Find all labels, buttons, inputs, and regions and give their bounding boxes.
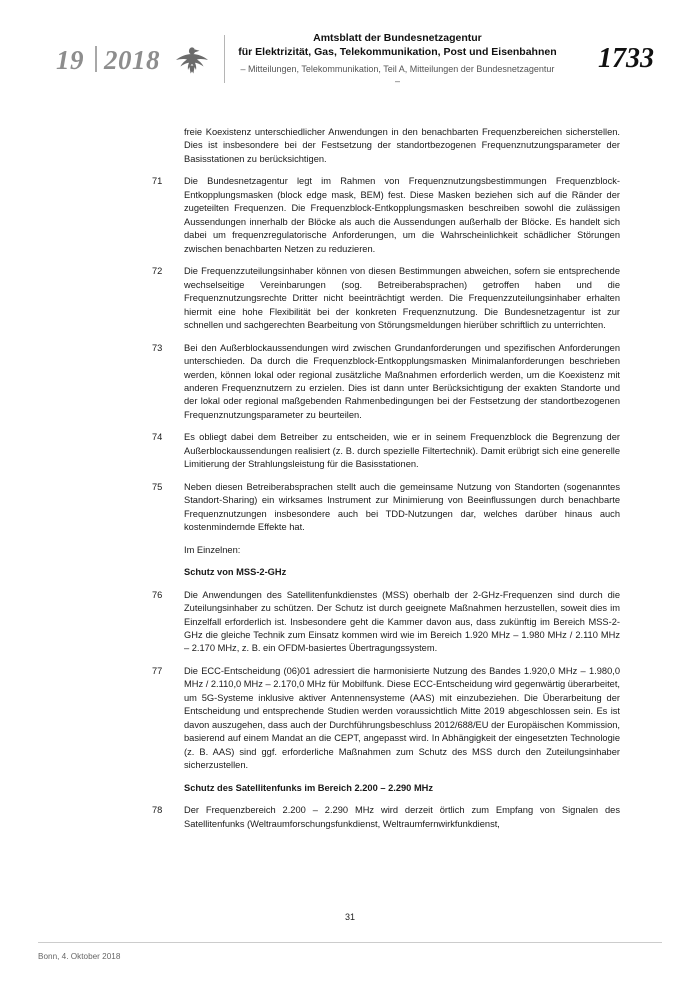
issue-separator	[95, 46, 97, 72]
numbered-paragraph	[152, 481, 620, 535]
paragraph-text: Der Frequenzbereich 2.200 – 2.290 MHz wird derzeit örtlich zum Empfang von Signalen des Satellitenfunks (Weltraumforschungsfunkdienst, Weltraumfernwirkfunkdienst,	[184, 805, 620, 829]
paragraph-number: 71	[152, 176, 163, 187]
numbered-paragraph	[152, 589, 620, 656]
paragraph-number: 74	[152, 432, 163, 443]
numbered-paragraph	[152, 342, 620, 423]
issue-year: 2018	[103, 44, 160, 75]
paragraph-text: Neben diesen Betreiberabsprachen stellt auch die gemeinsame Nutzung von Standorten (sogenanntes Standort-Sharing) ein wirksames Instrument zur Minimierung von Beeinflussungen durch benachbarte Frequenznutzungen insbesondere auch bei TDD-Nutzungen dar, welches darüber hinaus auch kostenmindernde Effekte hat.	[184, 481, 620, 533]
paragraph-number: 76	[152, 589, 163, 600]
paragraph-text: Die Frequenzzuteilungsinhaber können von diesen Bestimmungen abweichen, sofern sie entsprechende wechselseitige Vereinbarungen (sog. Betreiberabsprachen) getroffen haben und die Frequenznutzungsrechte Dritter nicht beeinträchtigt werden. Die Frequenzzuteilungsinhaber erhalten hiermit eine hohe Flexibilität bei der konkreten Frequenznutzung. Die Bundesnetzagentur ist zur schnellen und sachgerechten Bearbeitung von Störungsmeldungen hierüber schriftlich zu unterrichten.	[184, 266, 620, 331]
paragraph-text: Die Bundesnetzagentur legt im Rahmen von Frequenznutzungsbestimmungen Frequenzblock-Entkopplungsmasken (block edge mask, BEM) fest. Diese Masken beziehen sich auf die Ränder der zugeteilten Frequenzen. Die Frequenzblock-Entkopplungsmasken beschreiben sowohl die zulässigen Aussendungen innerhalb der Blöcke als auch die Aussendungen außerhalb der Blöcke. Es handelt sich dabei um frequenzregulatorische Anforderungen, um die Wahrscheinlichkeit schädlicher Störungen zwischen benachbarten Netzen zu reduzieren.	[184, 176, 620, 254]
paragraph-text: Es obliegt dabei dem Betreiber zu entscheiden, wie er in seinem Frequenzblock die Begrenzung der Außerblockaussendungen realisiert (z. B. durch spezielle Filtertechnik). Damit erübrigt sich eine generelle Limitierung der Strahlungsleistung für die Basisstationen.	[184, 432, 620, 470]
masthead-subtitle: – Mitteilungen, Telekommunikation, Teil A, Mitteilungen der Bundesnetzagentur –	[240, 63, 555, 86]
section-heading-mss: Schutz von MSS-2-GHz	[184, 567, 287, 578]
footer-place-date: Bonn, 4. Oktober 2018	[38, 952, 121, 961]
document-body	[152, 126, 620, 840]
paragraph-number: 78	[152, 805, 163, 816]
paragraph-text: Bei den Außerblockaussendungen wird zwischen Grundanforderungen und spezifischen Anforderungen unterschieden. Da durch die Frequenzblock-Entkopplungsmasken Minimalanforderungen beschrieben werden, können lokal oder regional zusätzliche Maßnahmen erforderlich werden, um die Koexistenz mit anderen Frequenznutzern zu erzielen. Dies ist dann unter Berücksichtigung der exakten Standorte und der lokal oder regional maßgebenden Rahmenbedingungen bei der Festsetzung der standortbezogenen Frequenznutzungsparameter zu beurteilen.	[184, 342, 620, 420]
numbered-paragraph	[152, 431, 620, 471]
masthead-title-line-1: Amtsblatt der Bundesnetzagentur	[313, 32, 482, 45]
paragraph-number: 75	[152, 481, 163, 492]
masthead-title-line-2: für Elektrizität, Gas, Telekommunikation, Post und Eisenbahnen	[238, 46, 557, 59]
header-titles	[237, 31, 558, 87]
footer-divider	[38, 942, 662, 943]
continuation-paragraph: freie Koexistenz unterschiedlicher Anwendungen in den benachbarten Frequenzbereichen sicherstellen. Dies ist insbesondere bei der Festsetzung der standortbezogenen Frequenznutzungsparameter der Basisstationen zu berücksichtigen.	[184, 127, 620, 164]
federal-eagle-icon	[170, 37, 214, 81]
numbered-paragraph	[152, 265, 620, 332]
inline-lead-in: Im Einzelnen:	[184, 544, 241, 555]
page-header	[52, 30, 654, 88]
numbered-paragraph	[152, 665, 620, 773]
paragraph-number: 72	[152, 266, 163, 277]
numbered-paragraph	[152, 804, 620, 831]
footer-page-number: 31	[344, 912, 355, 922]
paragraph-number: 73	[152, 342, 163, 353]
section-heading-satellite: Schutz des Satellitenfunks im Bereich 2.200 – 2.290 MHz	[184, 782, 434, 793]
header-divider	[224, 35, 225, 83]
header-page-number: 1733	[598, 43, 654, 74]
numbered-paragraph	[152, 175, 620, 256]
paragraph-text: Die Anwendungen des Satellitenfunkdienstes (MSS) oberhalb der 2-GHz-Frequenzen sind durch die Zuteilungsinhaber zu schützen. Der Schutz ist durch geeignete Maßnahmen herzustellen, soweit dies im Einzelfall erforderlich ist. Insbesondere geht die Kammer davon aus, dass zukünftig im Bereich MSS-2-GHz die gleiche Technik zum Einsatz kommen wird wie im Bereich 1.920 MHz – 1.980 MHz / 2.110 MHz – 2.170 MHz, z. B. ein OFDM-basiertes Übertragungssystem.	[184, 589, 620, 654]
issue-number: 19	[55, 44, 84, 75]
paragraph-number: 77	[152, 665, 163, 676]
paragraph-text: Die ECC-Entscheidung (06)01 adressiert die harmonisierte Nutzung des Bandes 1.920,0 MHz – 1.980,0 MHz / 2.110,0 MHz – 2.170,0 MHz für Mobilfunk. Diese ECC-Entscheidung wird gegenwärtig überarbeitet, um 5G-Systeme inklusive aktiver Antennensysteme (AAS) mit einzubeziehen. Die Überarbeitung der Entscheidung und entsprechende Studien werden voraussichtlich Mitte 2019 abgeschlossen sein. Es ist davon auszugehen, dass auch der Durchführungsbeschluss 2012/688/EU der Europäischen Kommission, basierend auf einem Mandat an die CEPT, angepasst wird. In Abhängigkeit der eingesetzten Technologie (z. B. AAS) sind ggf. erforderliche Maßnahmen zum Schutz des MSS durch den Zuteilungsinhaber sicherzustellen.	[184, 665, 620, 771]
issue-identifier	[52, 43, 164, 76]
